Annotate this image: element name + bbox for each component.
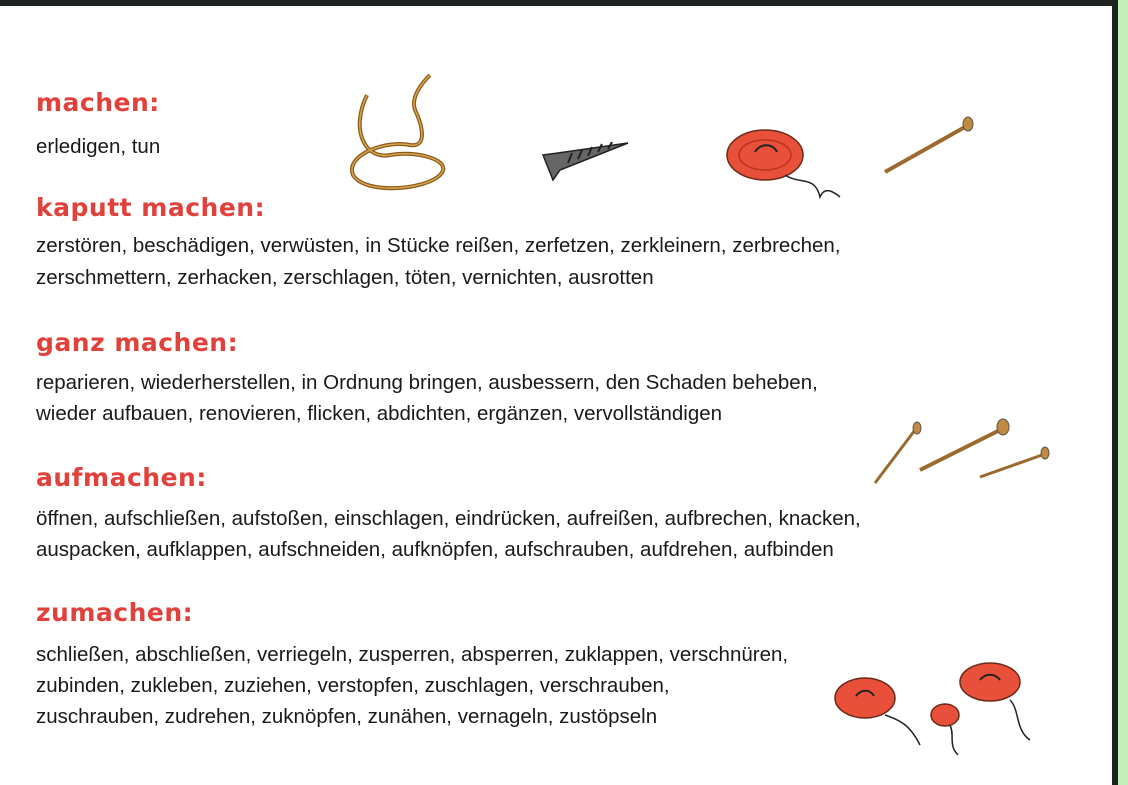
text-aufmachen-2: auspacken, aufklappen, aufschneiden, aufknöpfen, aufschrauben, aufdrehen, aufbinden — [36, 538, 834, 561]
heading-ganz-machen: ganz machen: — [36, 328, 239, 357]
nails-icon — [870, 415, 1055, 490]
heading-zumachen: zumachen: — [36, 598, 194, 627]
text-kaputt-machen-2: zerschmettern, zerhacken, zerschlagen, töten, vernichten, ausrotten — [36, 266, 654, 289]
string-knot-icon — [345, 70, 455, 195]
text-ganz-machen-1: reparieren, wiederherstellen, in Ordnung bringen, ausbessern, den Schaden beheben, — [36, 371, 818, 394]
text-zumachen-3: zuschrauben, zudrehen, zuknöpfen, zunähen, vernageln, zustöpseln — [36, 705, 658, 728]
nail-icon — [880, 110, 980, 180]
text-zumachen-1: schließen, abschließen, verriegeln, zusperren, absperren, zuklappen, verschnüren, — [36, 643, 789, 666]
heading-kaputt-machen: kaputt machen: — [36, 193, 266, 222]
heading-machen: machen: — [36, 88, 160, 117]
scan-background-edge — [1118, 0, 1128, 785]
scan-top-border — [0, 0, 1112, 6]
text-zumachen-2: zubinden, zukleben, zuziehen, verstopfen, zuschlagen, verschrauben, — [36, 674, 670, 697]
text-machen: erledigen, tun — [36, 135, 161, 158]
screw-icon — [538, 135, 633, 185]
text-aufmachen-1: öffnen, aufschließen, aufstoßen, einschlagen, eindrücken, aufreißen, aufbrechen, knacken, — [36, 507, 861, 530]
text-ganz-machen-2: wieder aufbauen, renovieren, flicken, abdichten, ergänzen, vervollständigen — [36, 402, 723, 425]
text-kaputt-machen-1: zerstören, beschädigen, verwüsten, in Stücke reißen, zerfetzen, zerkleinern, zerbrechen, — [36, 234, 841, 257]
heading-aufmachen: aufmachen: — [36, 463, 207, 492]
button-icon — [725, 125, 845, 205]
buttons-icon — [830, 660, 1040, 760]
